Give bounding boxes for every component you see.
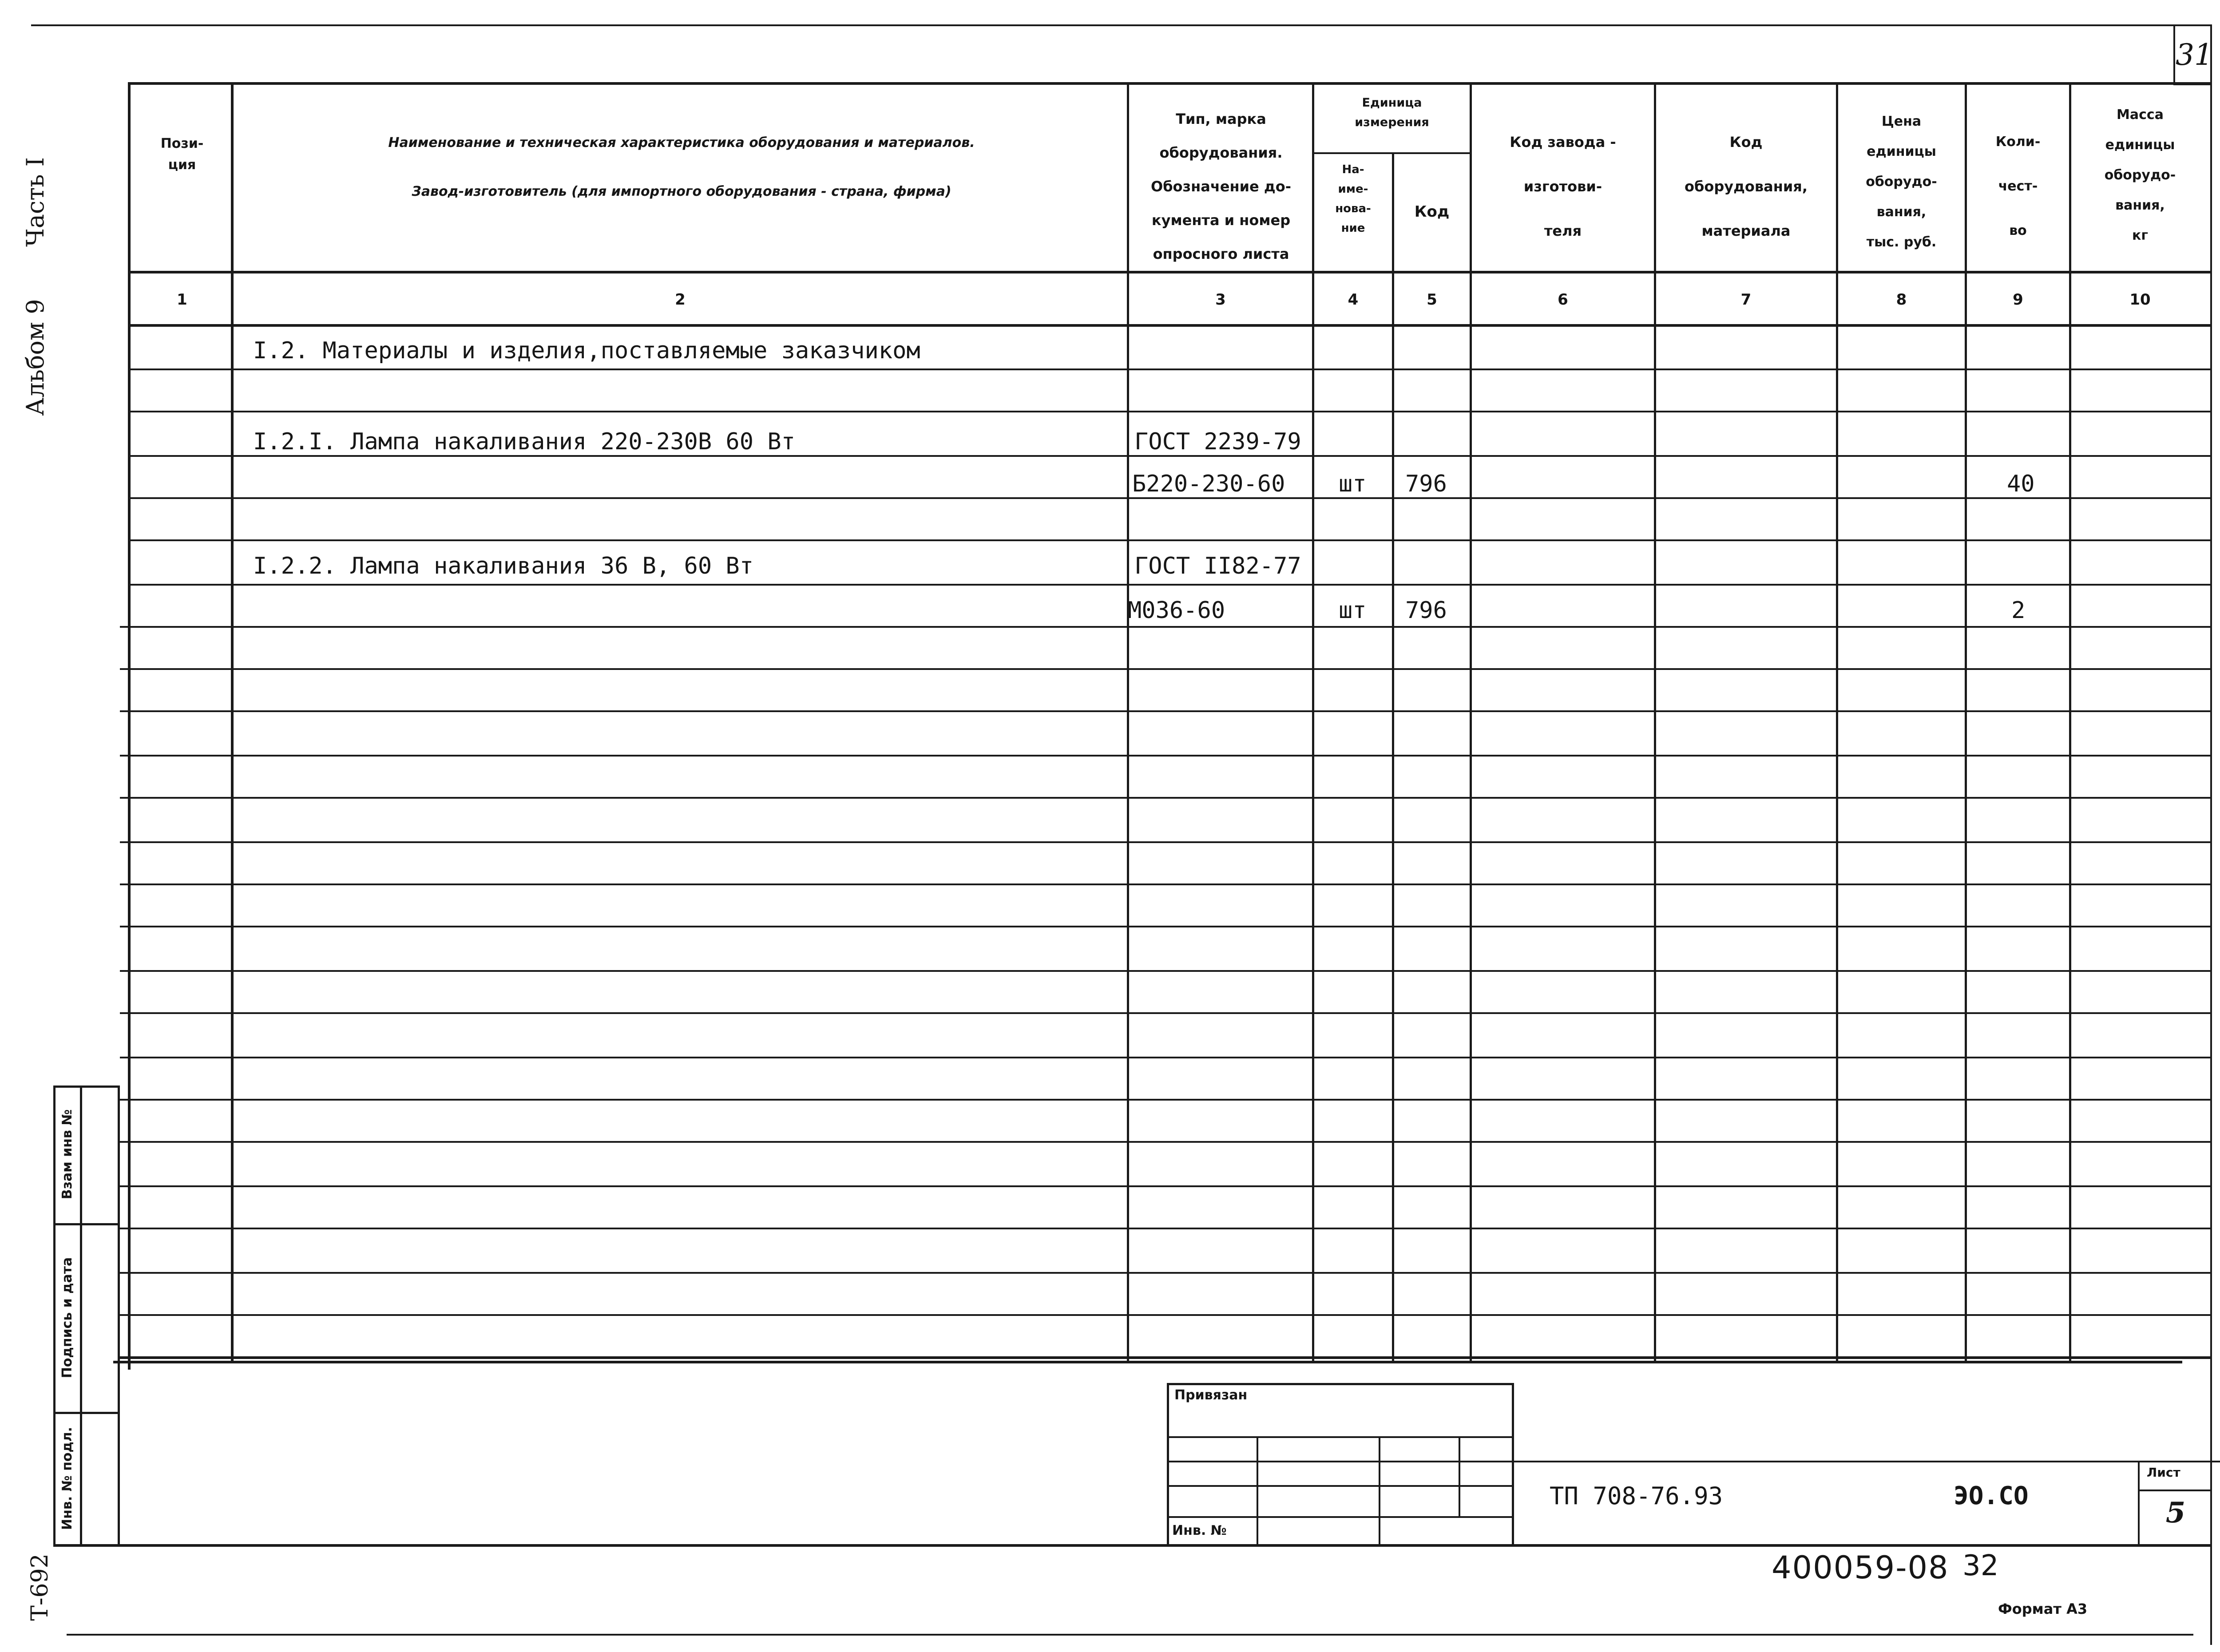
row-line [120, 883, 2211, 885]
tb-vline [1379, 1436, 1380, 1545]
header-col-3: Тип, марка оборудования. Обозначение до- кумента и номер опросного листа [1151, 111, 1291, 262]
colnum-10: 10 [2129, 291, 2151, 309]
side-stamp-left: Т-692 [27, 1553, 53, 1621]
colnum-4: 4 [1348, 291, 1359, 309]
header-col-1: Пози- ция [160, 136, 204, 173]
col-line-9 [2069, 82, 2071, 1363]
stamp-inv-original: Инв. № подл. [59, 1426, 75, 1530]
row-item-type: ГОСТ 2239-79 [1134, 428, 1301, 455]
colnum-6: 6 [1558, 291, 1568, 309]
frame-top [31, 24, 2211, 26]
tb-line [1168, 1516, 1514, 1518]
row-line [120, 926, 2211, 927]
colnum-8: 8 [1896, 291, 1907, 309]
colnum-2: 2 [675, 291, 686, 309]
part-label: Часть I [21, 157, 49, 247]
col-line-8 [1965, 82, 1967, 1363]
row-item-unit: шт [1339, 597, 1367, 624]
col-line-7 [1836, 82, 1838, 1363]
tb-sheet-number: 5 [2165, 1496, 2186, 1529]
album-label: Альбом 9 [21, 299, 49, 416]
col-line-2 [1127, 82, 1129, 1363]
stamp-strip-left [53, 1085, 56, 1545]
row-line [120, 1099, 2211, 1101]
tb-doc-mark: ЭО.СО [1954, 1482, 2029, 1510]
header-col-4: На- име- нова- ние [1335, 163, 1371, 235]
tb-bound-label: Привязан [1174, 1387, 1248, 1403]
corner-box-left [2173, 24, 2175, 84]
row-line [120, 755, 2211, 757]
header-col-8: Цена единицы оборудо- вания, тыс. руб. [1866, 114, 1937, 250]
col-line-1 [231, 82, 234, 1363]
row-line [120, 1185, 2211, 1187]
tb-frame-left [1167, 1383, 1169, 1545]
header-bottom [129, 271, 2211, 273]
row-line [129, 584, 2211, 586]
row-line [120, 668, 2211, 670]
table-body-bottom [120, 1356, 2211, 1359]
row-line [120, 1228, 2211, 1229]
row-line [120, 1272, 2211, 1274]
table-left [128, 82, 131, 1370]
col-line-4 [1392, 153, 1394, 1363]
stamp-strip-right [118, 1085, 120, 1545]
colnum-1: 1 [177, 291, 187, 309]
row-line [120, 841, 2211, 843]
row-line [120, 970, 2211, 972]
tb-vline [1459, 1436, 1460, 1516]
colnum-5: 5 [1427, 291, 1437, 309]
header-col-9: Коли- чест- во [1995, 134, 2041, 238]
tb-line [1168, 1436, 1514, 1438]
handwritten-code: 400059-08 [1772, 1549, 1949, 1586]
row-item-code: 796 [1405, 597, 1447, 624]
stamp-inv-replace: Взам инв № [59, 1109, 75, 1200]
tb-project-code: ТП 708-76.93 [1550, 1482, 1723, 1510]
row-line [129, 368, 2211, 370]
header-col-5: Код [1414, 203, 1450, 221]
frame-right [2210, 24, 2212, 1645]
tb-sheet-div [2138, 1490, 2211, 1491]
row-line [120, 1012, 2211, 1014]
table-top [129, 82, 2211, 85]
row-item-type: М036-60 [1128, 597, 1225, 624]
tb-frame-right [1512, 1383, 1514, 1545]
col-line-5 [1470, 82, 1472, 1363]
bottom-edge [67, 1634, 2193, 1636]
tb-line [1168, 1461, 2220, 1462]
row-line [120, 1314, 2211, 1316]
row-section-title: I.2. Материалы и изделия,поставляемые заказчиком [253, 337, 920, 364]
col-line-3 [1312, 82, 1314, 1363]
row-line [120, 1057, 2211, 1058]
tb-frame-top [1168, 1383, 1514, 1385]
colnum-7: 7 [1740, 291, 1752, 309]
row-item-type: ГОСТ II82-77 [1134, 553, 1301, 579]
row-item-code: 796 [1405, 471, 1447, 497]
header-col-2-line2: Завод-изготовитель (для импортного оборудования - страна, фирма) [412, 184, 951, 199]
table-bottom [113, 1361, 2182, 1363]
tb-sheet-left [2138, 1461, 2140, 1545]
row-item-qty: 2 [2011, 597, 2026, 624]
row-line [129, 539, 2211, 541]
row-line [129, 411, 2211, 412]
stamp-strip-div1 [53, 1223, 120, 1225]
tb-vline [1257, 1436, 1258, 1545]
colnum-9: 9 [2013, 291, 2023, 309]
tb-inv-label: Инв. № [1172, 1523, 1227, 1538]
tb-sheet-label: Лист [2147, 1465, 2180, 1480]
stamp-strip-mid [80, 1085, 82, 1545]
row-item-unit: шт [1339, 471, 1367, 497]
row-line [120, 797, 2211, 799]
row-item-type: Б220-230-60 [1132, 471, 1285, 497]
header-col-6: Код завода - изготови- теля [1510, 134, 1616, 239]
handwritten-page: 32 [1962, 1549, 1999, 1582]
stamp-sign-date: Подпись и дата [59, 1257, 75, 1379]
unit-group-divider [1312, 152, 1470, 154]
stamp-strip-bottom [53, 1544, 2211, 1547]
format-label: Формат А3 [1998, 1600, 2088, 1617]
row-item-qty: 40 [2007, 471, 2035, 497]
header-unit-group: Единица измерения [1355, 96, 1429, 129]
corner-sheet-number: 31 [2176, 38, 2213, 72]
col-line-6 [1654, 82, 1656, 1363]
row-line [120, 710, 2211, 712]
tb-line [1168, 1485, 1514, 1487]
row-item-name: I.2.I. Лампа накаливания 220-230В 60 Вт [253, 428, 795, 455]
header-col-2-line1: Наименование и техническая характеристика оборудования и материалов. [388, 135, 975, 151]
row-item-name: I.2.2. Лампа накаливания 36 В, 60 Вт [253, 553, 754, 579]
numrow-bottom [129, 324, 2211, 327]
row-line [120, 1141, 2211, 1143]
header-col-10: Масса единицы оборудо- вания, кг [2104, 107, 2176, 243]
header-col-7: Код оборудования, материала [1685, 134, 1808, 239]
colnum-3: 3 [1215, 291, 1226, 309]
